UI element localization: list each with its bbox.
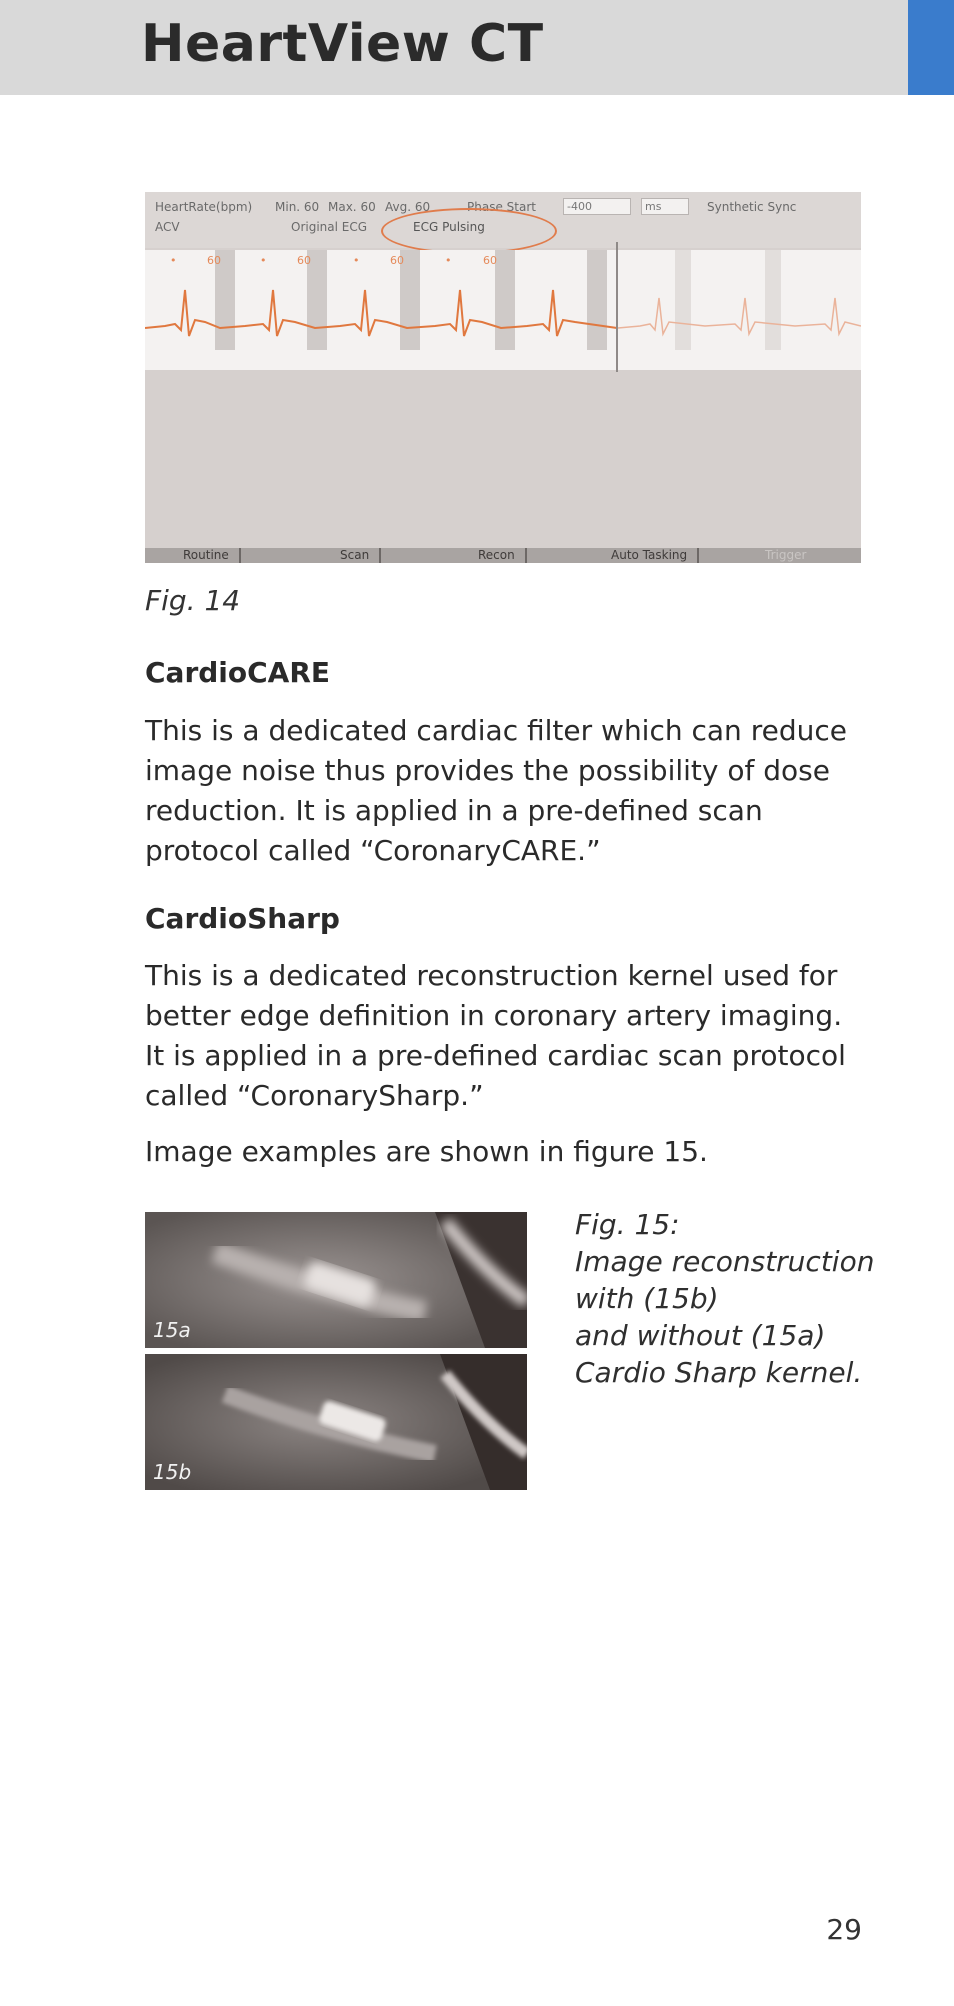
cardiocare-text: This is a dedicated cardiac filter which can reduce image noise thus provides the possibility of dose reduction. It is applied in a pre-defined scan protocol called “CoronaryCARE.” (145, 714, 847, 867)
fig14-caption: Fig. 14 (145, 584, 241, 617)
tab-routine[interactable]: Routine (173, 548, 241, 563)
fig15-caption-line: and without (15a) (575, 1319, 826, 1352)
acv-checkbox[interactable]: ACV (155, 220, 180, 234)
heart-rate-label: HeartRate(bpm) (155, 200, 253, 214)
fig15-caption-line: Cardio Sharp kernel. (575, 1356, 863, 1389)
ct-image-15a (145, 1212, 527, 1348)
phase-start-label: Phase Start (467, 200, 536, 214)
svg-text:60: 60 (483, 254, 497, 267)
tab-bar (145, 548, 861, 563)
min-label: Min. 60 (275, 200, 320, 214)
ecg-toolbar (145, 192, 861, 248)
ct-image-15b (145, 1354, 527, 1490)
original-ecg-checkbox[interactable]: Original ECG (291, 220, 368, 234)
phase-start-field[interactable]: -400 (563, 198, 631, 215)
ecg-pulsing-highlight (381, 208, 557, 254)
svg-text:60: 60 (390, 254, 404, 267)
unit-select[interactable]: ms (641, 198, 689, 215)
tab-recon[interactable]: Recon (468, 548, 527, 563)
svg-text:60: 60 (207, 254, 221, 267)
fig15-caption-line: Image reconstruction (575, 1245, 875, 1278)
header-accent-bar (908, 0, 954, 95)
fig15-caption (575, 1206, 875, 1391)
figure-14-screenshot (145, 192, 861, 563)
ecg-divider (616, 242, 618, 372)
figure-15a-image (145, 1212, 527, 1348)
tab-trigger[interactable]: Trigger (765, 548, 807, 562)
svg-text:•: • (260, 254, 267, 267)
svg-text:•: • (445, 254, 452, 267)
label-15b: 15b (153, 1460, 192, 1484)
cardiocare-heading: CardioCARE (145, 656, 331, 689)
ecg-pulsing-checkbox[interactable]: ECG Pulsing (413, 220, 485, 234)
svg-text:60: 60 (297, 254, 311, 267)
tab-scan[interactable]: Scan (330, 548, 381, 563)
header-title: HeartView CT (141, 14, 544, 74)
cardiosharp-text: This is a dedicated reconstruction kernel used for better edge definition in coronary artery imaging. It is applied in a pre-defined cardiac scan protocol called “CoronarySharp.” (145, 959, 846, 1112)
fig15-caption-line: Fig. 15: (575, 1208, 680, 1241)
fig15-caption-line: with (15b) (575, 1282, 719, 1315)
label-15a: 15a (153, 1318, 191, 1342)
svg-text:•: • (170, 254, 177, 267)
svg-text:•: • (353, 254, 360, 267)
figure-15b-image (145, 1354, 527, 1490)
avg-label: Avg. 60 (385, 200, 431, 214)
ecg-trace (145, 250, 861, 370)
max-label: Max. 60 (328, 200, 376, 214)
tab-auto-tasking[interactable]: Auto Tasking (601, 548, 699, 563)
page-number: 29 (826, 1913, 862, 1946)
page-header (0, 0, 954, 95)
ecg-trace-area (145, 250, 861, 370)
synthetic-sync-checkbox[interactable]: Synthetic Sync (707, 200, 797, 214)
image-examples-text: Image examples are shown in figure 15. (145, 1135, 708, 1168)
cardiosharp-heading: CardioSharp (145, 902, 340, 935)
